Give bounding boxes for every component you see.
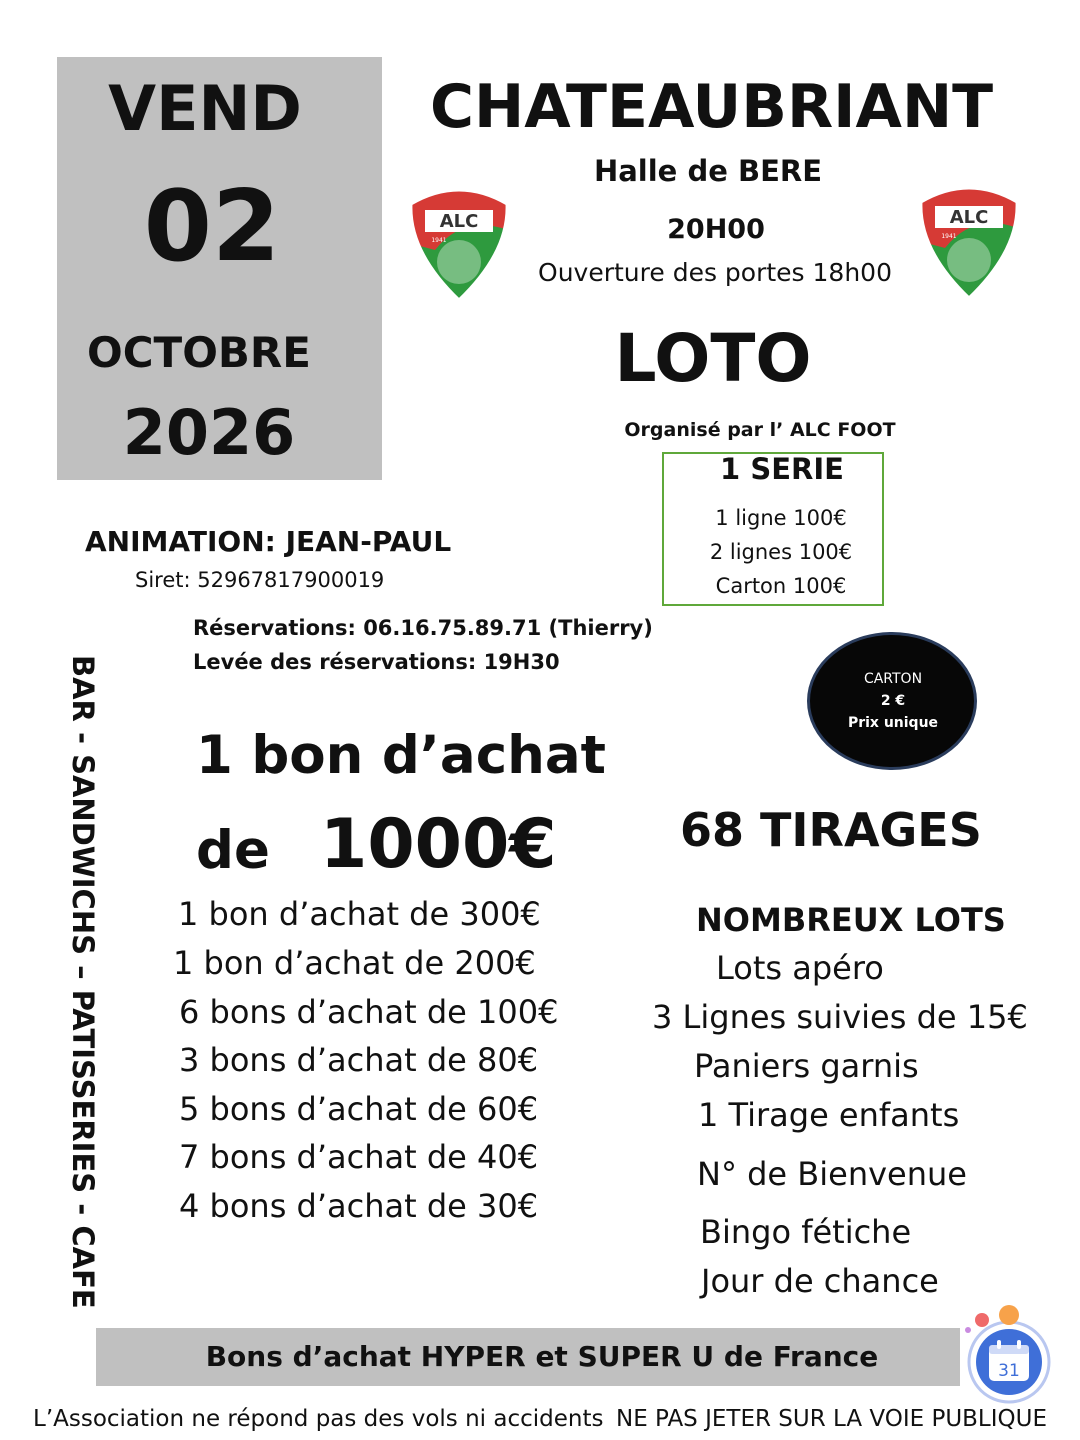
serie-line-1: 1 ligne 100€ [715,506,847,530]
lots-title: NOMBREUX LOTS [696,901,1006,939]
alc-badge-left-icon [405,182,513,302]
calendar-app-icon[interactable] [952,1302,1056,1410]
svg-text:1941: 1941 [941,233,957,240]
doors-open: Ouverture des portes 18h00 [538,258,892,287]
prize-item: 5 bons d’achat de 60€ [179,1090,539,1128]
lot-item: 3 Lignes suivies de 15€ [652,998,1028,1036]
prize-item: 1 bon d’achat de 200€ [173,944,536,982]
lot-item: Bingo fétiche [700,1213,912,1251]
date-month: OCTOBRE [87,328,311,377]
date-day: VEND [108,72,302,145]
prize-item: 1 bon d’achat de 300€ [178,895,541,933]
svg-text:1941: 1941 [431,237,447,244]
date-year: 2026 [122,396,296,469]
organizer: Organisé par l’ ALC FOOT [624,419,896,441]
reservation-deadline: Levée des réservations: 19H30 [193,650,560,674]
carton-price: 2 € [880,693,906,709]
animation: ANIMATION: JEAN-PAUL [85,525,452,558]
serie-line-2: 2 lignes 100€ [709,540,853,564]
lot-item: Paniers garnis [694,1047,919,1085]
start-time: 20H00 [667,214,765,245]
city-title: CHATEAUBRIANT [430,72,994,142]
serie-line-3: Carton 100€ [715,574,847,598]
prize-item: 7 bons d’achat de 40€ [179,1138,539,1176]
prize-item: 3 bons d’achat de 80€ [179,1041,539,1079]
serie-title: 1 SERIE [720,452,844,486]
draw-count: 68 TIRAGES [680,803,982,857]
carton-note: Prix unique [847,715,939,731]
date-number: 02 [143,170,281,284]
main-prize-amount: 1000€ [320,805,557,884]
lot-item: N° de Bienvenue [697,1155,967,1193]
no-littering-notice: NE PAS JETER SUR LA VOIE PUBLIQUE [616,1406,1048,1432]
venue: Halle de BERE [593,154,823,188]
siret: Siret: 52967817900019 [135,568,385,592]
main-prize-prefix: de [196,820,270,881]
svg-text:ALC: ALC [439,211,479,232]
lot-item: 1 Tirage enfants [698,1096,960,1134]
footer-vouchers: Bons d’achat HYPER et SUPER U de France [205,1340,879,1373]
reservations: Réservations: 06.16.75.89.71 (Thierry) [193,616,653,640]
svg-text:31: 31 [998,1361,1020,1381]
lot-item: Lots apéro [716,949,884,987]
lot-item: Jour de chance [701,1262,939,1300]
prize-item: 6 bons d’achat de 100€ [179,993,559,1031]
prize-item: 4 bons d’achat de 30€ [179,1187,539,1225]
refreshments-text: BAR - SANDWICHS – PATISSERIES - CAFE [66,655,100,1309]
disclaimer: L’Association ne répond pas des vols ni accidents [33,1406,604,1432]
event-name: LOTO [614,320,812,397]
alc-badge-right-icon [915,180,1023,300]
svg-text:ALC: ALC [949,207,989,228]
main-prize-line1: 1 bon d’achat [196,725,606,786]
carton-label: CARTON [863,671,923,687]
